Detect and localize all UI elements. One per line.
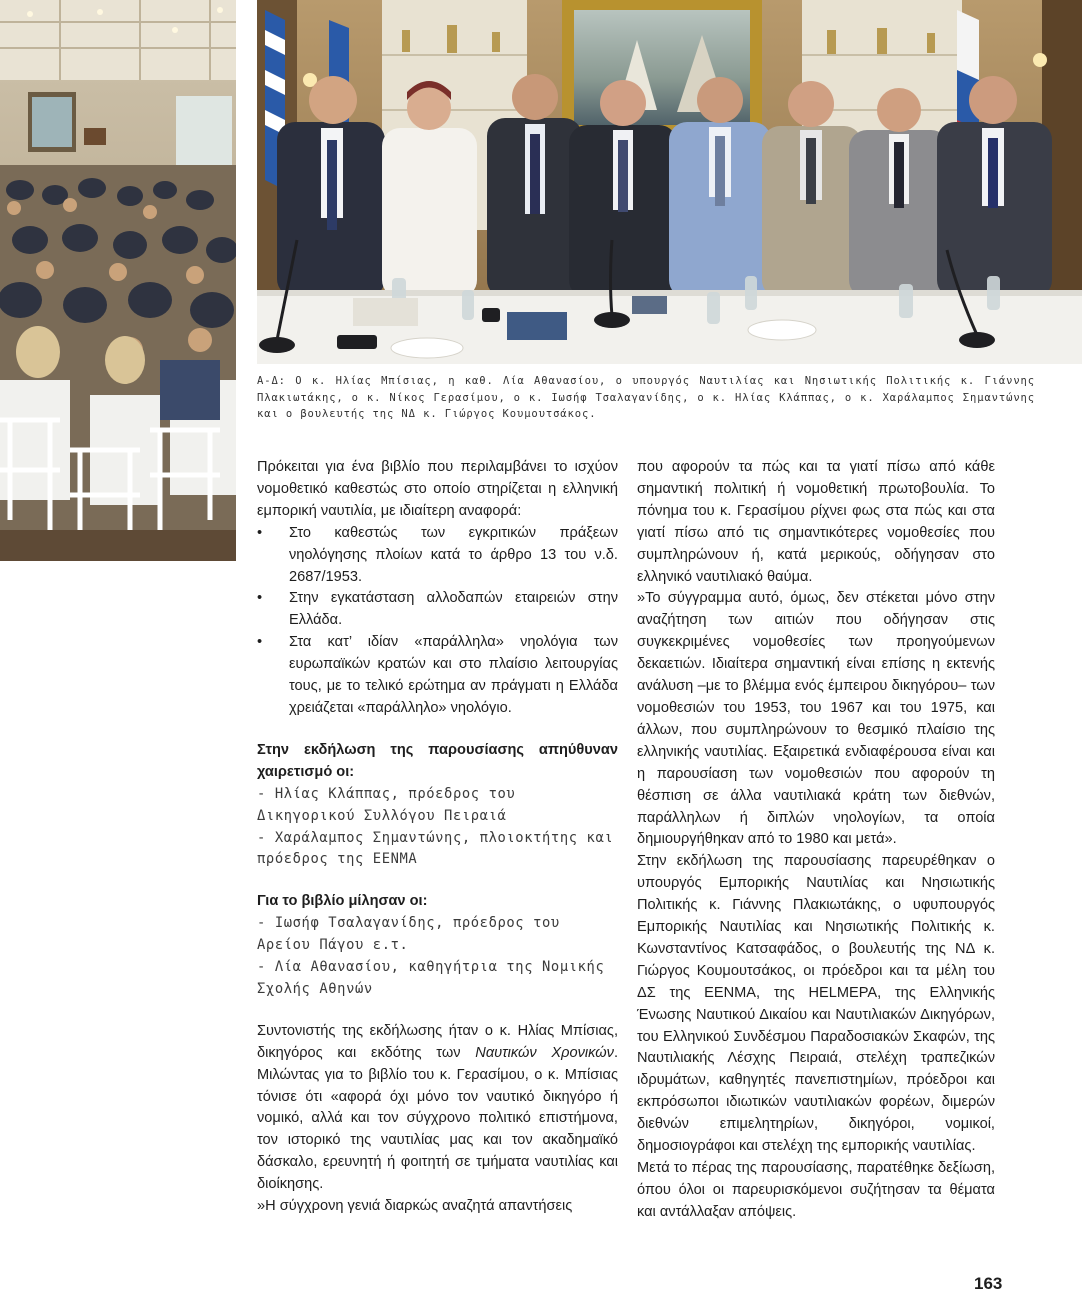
coordinator-text: Συντονιστής της εκδήλωσης ήταν ο κ. Ηλίας Μπίσιας, δικηγόρος και εκδότης των	[257, 1022, 618, 1061]
coordinator-paragraph	[257, 1021, 618, 1196]
group-photo-image	[257, 0, 1082, 364]
intro-paragraph: Πρόκειται για ένα βιβλίο που περιλαμβάνει το ισχύον νομοθετικό καθεστώς στο οποίο στηρίζεται η ελληνική εμπορική ναυτιλία, με ιδιαίτερη αναφορά:	[257, 459, 618, 519]
body-paragraph: Στην εκδήλωση της παρουσίασης παρευρέθηκαν ο υπουργός Εμπορικής Ναυτιλίας και Νησιωτικής Πολιτικής κ. Γιάννης Πλακιωτάκης, ο υφυπουργός Εμπορικής Ναυτιλίας και Νησιωτικής Πολιτικής κ. Κωνσταντίνος Κατσαφάδος, ο βουλευτής της ΝΔ κ. Γιώργος Κουμουτσάκος, οι πρόεδροι και τα μέλη του ΔΣ της ΕΕΝΜΑ, της HELMEPA, της Ελληνικής Ένωσης Ναυτικού Δικαίου και Ναυτιλιακών Δικηγόρων, του Ελληνικού Συνδέσμου Παραδοσιακών Σκαφών, της Ναυτιλιακής Λέσχης Πειραιά, στελέχη τραπεζικών ιδρυμάτων, καθηγητές πανεπιστημίων, πρόεδροι και εκπρόσωποι ιδιωτικών ναυτιλιακών φορέων, διμερών διεθνών επιμελητηρίων, δικηγόροι, νομικοί, δημοσιογράφοι και στελέχη της εμπορικής ναυτιλίας.	[637, 853, 995, 1155]
list-item-text: Στα κατ’ ιδίαν «παράλληλα» νηολόγια των ευρωπαϊκών κρατών και στο πλαίσιο λειτουργίας τους, με το τελικό ερώτημα αν πράγματι η Ελλάδα χρειάζεται «παράλληλο» νηολόγιο.	[289, 634, 618, 716]
right-column	[637, 457, 995, 1224]
coordinator-text-continued: . Μιλώντας για το βιβλίο του κ. Γερασίμου, ο κ. Μπίσιας τόνισε ότι «αφορά όχι μόνο τον ναυτικό δικηγόρο ή νομικό, αλλά και τον σύγχρονο πολιτικό επιστήμονα, τον ιστορικό της ναυτιλίας μας και τον ακαδημαϊκό δάσκαλο, ερευνητή ή φοιτητή σε τμήματα ναυτιλίας και διοίκησης.	[257, 1044, 618, 1193]
list-item-text: Στην εγκατάσταση αλλοδαπών εταιρειών στην Ελλάδα.	[289, 590, 618, 629]
photo-caption: Α-Δ: Ο κ. Ηλίας Μπίσιας, η καθ. Λία Αθανασίου, ο υπουργός Ναυτιλίας και Νησιωτικής Πολιτικής κ. Γιάννης Πλακιωτάκης, ο κ. Νίκος Γερασίμου, ο κ. Ιωσήφ Τσαλαγανίδης, ο κ. Ηλίας Κλάππας, ο κ. Χαράλαμπος Σημαντώνης και ο βουλευτής της ΝΔ κ. Γιώργος Κουμουτσάκος.	[257, 375, 1035, 420]
page-number: 163	[974, 1274, 1003, 1293]
publication-title: Ναυτικών Χρονικών	[475, 1044, 614, 1061]
bullet-icon: •	[257, 524, 263, 541]
greeting-entry: - Χαράλαμπος Σημαντώνης, πλοιοκτήτης και πρόεδρος της ΕΕΝΜΑ	[257, 829, 614, 868]
speakers-heading: Για το βιβλίο μίλησαν οι:	[257, 893, 428, 910]
greetings-heading: Στην εκδήλωση της παρουσίασης απηύθυναν χαιρετισμό οι:	[257, 741, 618, 780]
list-item-text: Στο καθεστώς των εγκριτικών πράξεων νηολόγησης πλοίων κατά το άρθρο 13 του ν.δ. 2687/1953.	[289, 524, 618, 585]
group-photo	[257, 0, 1082, 364]
list-item	[257, 588, 618, 632]
left-column	[257, 457, 618, 1218]
greeting-entry: - Ηλίας Κλάππας, πρόεδρος του Δικηγορικού Συλλόγου Πειραιά	[257, 785, 516, 824]
bullet-list	[257, 523, 618, 720]
audience-photo	[0, 0, 236, 561]
list-item	[257, 523, 618, 589]
list-item	[257, 632, 618, 720]
speaker-entry: - Ιωσήφ Τσαλαγανίδης, πρόεδρος του Αρείου Πάγου ε.τ.	[257, 915, 560, 954]
body-paragraph: που αφορούν τα πώς και τα γιατί πίσω από κάθε σημαντική πολιτική ή νομοθετική πρωτοβουλία. Το πόνημα του κ. Γερασίμου ρίχνει φως στα πώς και στα γιατί πίσω από τις σημαντικότερες νομοθεσίες που συμπληρώνουν ή, κατά μερικούς, οδήγησαν στο ελληνικό ναυτιλιακό θαύμα.	[637, 459, 995, 585]
audience-photo-image	[0, 0, 236, 561]
body-paragraph: Μετά το πέρας της παρουσίασης, παρατέθηκε δεξίωση, όπου όλοι οι παρευρισκόμενοι συζήτησαν τα θέματα και αντάλλαξαν απόψεις.	[637, 1160, 995, 1220]
speaker-entry: - Λία Αθανασίου, καθηγήτρια της Νομικής Σχολής Αθηνών	[257, 959, 605, 997]
bullet-icon: •	[257, 634, 263, 651]
quote-paragraph: »Η σύγχρονη γενιά διαρκώς αναζητά απαντήσεις	[257, 1198, 573, 1215]
bullet-icon: •	[257, 590, 263, 607]
body-paragraph: »Το σύγγραμμα αυτό, όμως, δεν στέκεται μόνο στην αναζήτηση των αιτιών που οδήγησαν στις συγκεκριμένες νομοθεσίες των προηγούμενων δεκαετιών. Ιδιαίτερα σημαντική είναι επίσης η εκτενής ανάλυση –με το βλέμμα ενός έμπειρου δικηγόρου– των νομοθεσιών του 1953, του 1967 και του 1975, και άλλων, που συμπληρώνουν το θεσμικό πλαίσιο της ελληνικής ναυτιλίας. Εξαιρετικά ενδιαφέρουσα είναι και η παρουσίαση των νομοθεσιών που αφορούν τη θέσπιση σε άλλα ναυτιλιακά κράτη των διεθνών, παράλληλων ή διπλών νηολογίων, τα οποία δημιουργήθηκαν από το 1980 και μετά».	[637, 590, 995, 848]
